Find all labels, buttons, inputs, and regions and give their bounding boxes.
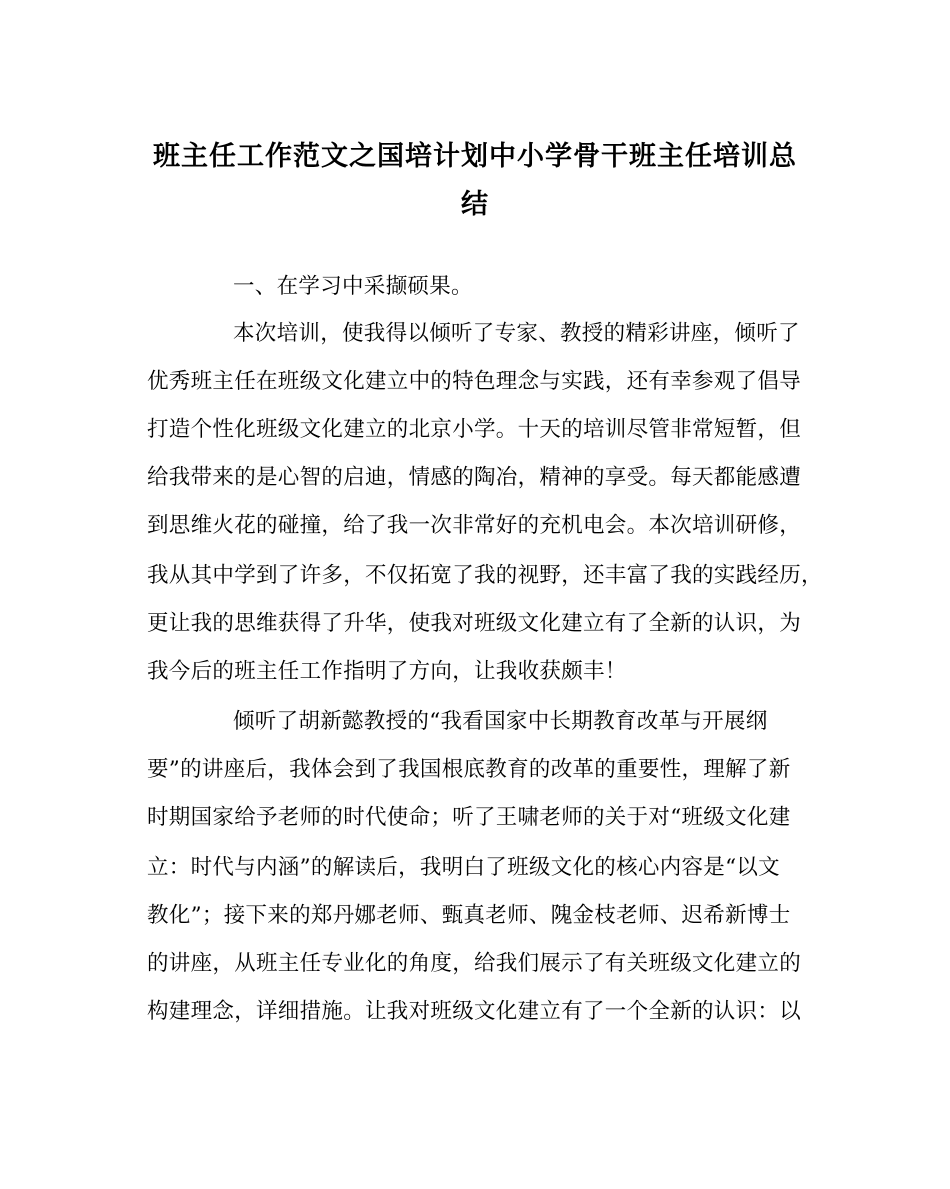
title-line-2: 结 [461, 189, 489, 220]
title-line-1: 班主任工作范文之国培计划中小学骨干班主任培训总 [153, 141, 797, 172]
paragraph-2-line-6: 的讲座，从班主任专业化的角度，给我们展示了有关班级文化建立的 [147, 951, 802, 976]
paragraph-1-line-4: 给我带来的是心智的启迪，情感的陶冶，精神的享受。每天都能感遭 [147, 465, 802, 490]
document-title [140, 133, 810, 229]
section-heading: 一、在学习中采撷硕果。 [233, 274, 473, 299]
paragraph-2-line-5: 教化”；接下来的郑丹娜老师、甄真老师、隗金枝老师、迟希新博士 [147, 903, 791, 928]
paragraph-1-line-6: 我从其中学到了许多，不仅拓宽了我的视野，还丰富了我的实践经历， [147, 563, 823, 588]
paragraph-2-line-1: 倾听了胡新懿教授的“我看国家中长期教育改革与开展纲 [233, 709, 768, 734]
paragraph-1-line-1: 本次培训，使我得以倾听了专家、教授的精彩讲座，倾听了 [233, 321, 800, 346]
paragraph-2-line-7: 构建理念，详细措施。让我对班级文化建立有了一个全新的认识：以 [147, 999, 802, 1024]
paragraph-1-line-5: 到思维火花的碰撞，给了我一次非常好的充机电会。本次培训研修， [147, 513, 802, 538]
paragraph-2-line-3: 时期国家给予老师的时代使命；听了王啸老师的关于对“班级文化建 [147, 805, 791, 830]
paragraph-1-line-3: 打造个性化班级文化建立的北京小学。十天的培训尽管非常短暂，但 [147, 417, 802, 442]
paragraph-1-line-7: 更让我的思维获得了升华，使我对班级文化建立有了全新的认识，为 [147, 611, 802, 636]
paragraph-2-line-4: 立：时代与内涵”的解读后，我明白了班级文化的核心内容是“以文 [147, 855, 780, 880]
paragraph-1-line-8: 我今后的班主任工作指明了方向，让我收获颇丰！ [147, 659, 627, 684]
paragraph-1-line-2: 优秀班主任在班级文化建立中的特色理念与实践，还有幸参观了倡导 [147, 369, 802, 394]
paragraph-2-line-2: 要”的讲座后，我体会到了我国根底教育的改革的重要性，理解了新 [147, 757, 791, 782]
